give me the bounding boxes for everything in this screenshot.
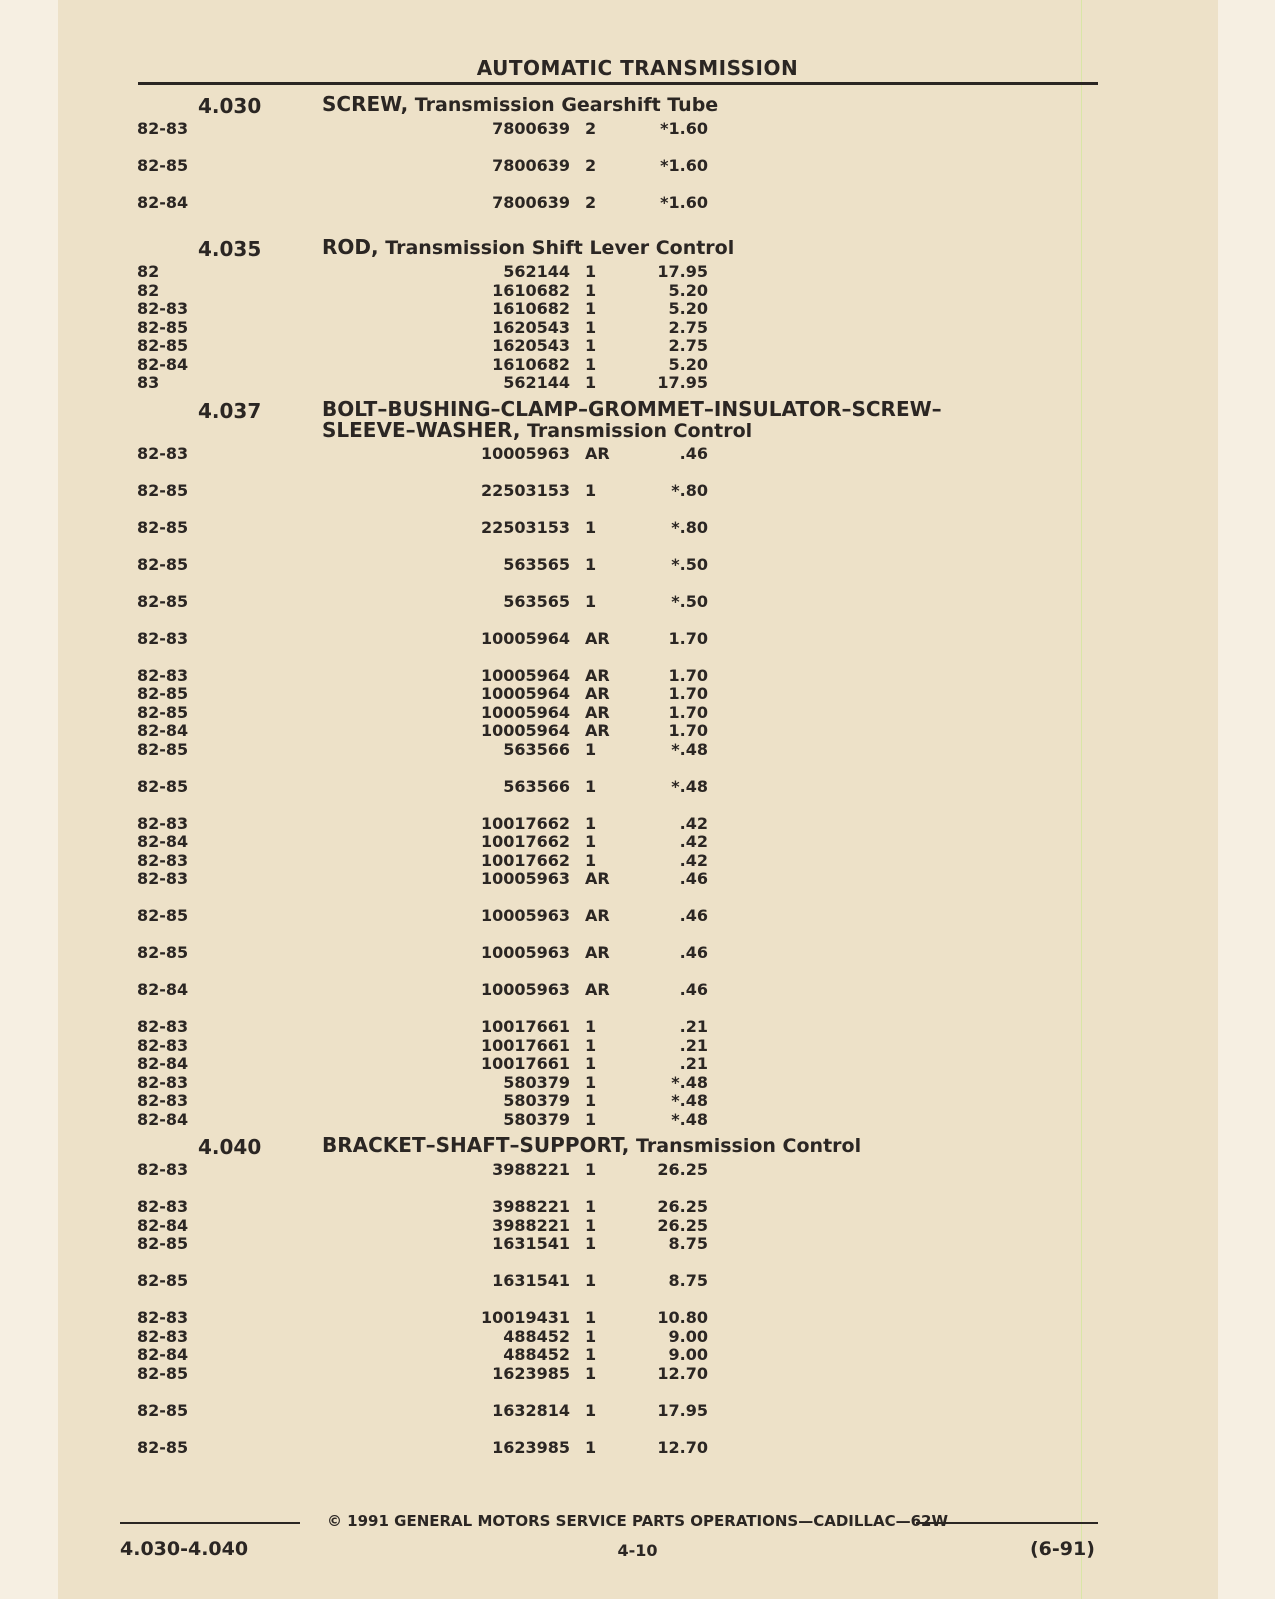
part-number: 3988221 <box>492 1160 570 1179</box>
part-number: 562144 <box>503 373 570 392</box>
table-row <box>0 1037 1275 1056</box>
model-year: 82-85 <box>137 1400 189 1420</box>
price: 12.70 <box>657 1437 708 1457</box>
part-number: 10019431 <box>480 1308 570 1327</box>
part-number: 580379 <box>503 1072 570 1092</box>
model-year: 82-85 <box>137 156 189 175</box>
quantity: 1 <box>585 1091 597 1110</box>
quantity: 1 <box>585 317 597 337</box>
table-row <box>0 778 1275 815</box>
price: .46 <box>679 443 708 463</box>
price: .46 <box>679 980 708 999</box>
part-number: 1623985 <box>492 1437 570 1457</box>
table-row <box>0 1439 1275 1476</box>
price: *1.60 <box>660 156 708 175</box>
catalog-section <box>0 92 1275 231</box>
table-row <box>0 1217 1275 1236</box>
model-year: 82-84 <box>137 354 189 374</box>
quantity: 1 <box>585 1017 597 1036</box>
price: *.48 <box>671 1091 708 1110</box>
price: 26.25 <box>657 1215 708 1235</box>
price: 8.75 <box>668 1271 708 1290</box>
price: 8.75 <box>668 1234 708 1253</box>
part-number: 10005964 <box>480 684 570 703</box>
table-row <box>0 1365 1275 1402</box>
quantity: 1 <box>585 1308 597 1327</box>
footer-date-code: (6-91) <box>1030 1538 1095 1560</box>
price: *.48 <box>671 1109 708 1129</box>
part-number: 3988221 <box>492 1215 570 1235</box>
section-heading <box>0 92 1275 120</box>
price: 1.70 <box>668 702 708 722</box>
section-title <box>322 94 1002 116</box>
model-year: 82 <box>137 262 160 281</box>
model-year: 82-85 <box>137 702 189 722</box>
model-year: 82-83 <box>137 850 189 870</box>
quantity: 1 <box>585 1326 597 1346</box>
table-row <box>0 1198 1275 1217</box>
footer-copyright: © 1991 GENERAL MOTORS SERVICE PARTS OPERATIONS—CADILLAC—62W <box>326 1512 949 1530</box>
part-number: 10017661 <box>480 1054 570 1073</box>
part-number: 3988221 <box>492 1197 570 1216</box>
part-number: 10017661 <box>480 1035 570 1055</box>
catalog-section <box>0 397 1275 1130</box>
quantity: 1 <box>585 373 597 392</box>
table-row <box>0 374 1275 393</box>
model-year: 82-83 <box>137 119 189 138</box>
part-number: 580379 <box>503 1109 570 1129</box>
model-year: 82-84 <box>137 832 189 851</box>
quantity: AR <box>585 906 610 925</box>
quantity: 1 <box>585 517 597 537</box>
model-year: 82-85 <box>137 554 189 574</box>
section-title-rest: Transmission Control <box>629 1135 862 1157</box>
table-row <box>0 685 1275 704</box>
price: *.50 <box>671 591 708 611</box>
price: 12.70 <box>657 1363 708 1383</box>
table-row <box>0 1111 1275 1130</box>
table-row <box>0 907 1275 944</box>
part-number: 10005963 <box>480 869 570 888</box>
model-year: 82-83 <box>137 1035 189 1055</box>
price: *1.60 <box>660 193 708 212</box>
quantity: 1 <box>585 1437 597 1457</box>
catalog-section <box>0 1133 1275 1476</box>
part-number: 1623985 <box>492 1363 570 1383</box>
part-number: 10017662 <box>480 832 570 851</box>
part-number: 1610682 <box>492 280 570 300</box>
part-number: 10005964 <box>480 702 570 722</box>
model-year: 82-85 <box>137 480 189 500</box>
quantity: 1 <box>585 1054 597 1073</box>
quantity: 1 <box>585 480 597 500</box>
model-year: 82-83 <box>137 1017 189 1036</box>
table-row <box>0 870 1275 907</box>
model-year: 82-83 <box>137 869 189 888</box>
table-row <box>0 981 1275 1018</box>
part-number: 10017661 <box>480 1017 570 1036</box>
table-row <box>0 445 1275 482</box>
section-heading <box>0 1133 1275 1161</box>
table-row <box>0 667 1275 686</box>
section-title-rest: Transmission Shift Lever Control <box>378 237 735 259</box>
table-row <box>0 593 1275 630</box>
quantity: AR <box>585 869 610 888</box>
price: *.48 <box>671 776 708 796</box>
section-title-line2-rest: Transmission Control <box>520 419 753 442</box>
price: 9.00 <box>668 1326 708 1346</box>
model-year: 82-83 <box>137 665 189 685</box>
quantity: 1 <box>585 832 597 851</box>
quantity: AR <box>585 665 610 685</box>
table-row <box>0 337 1275 356</box>
price: .21 <box>679 1054 708 1073</box>
part-number: 7800639 <box>492 193 570 212</box>
model-year: 82-84 <box>137 1054 189 1073</box>
price: *1.60 <box>660 119 708 138</box>
table-row <box>0 852 1275 871</box>
model-year: 82-83 <box>137 813 189 833</box>
quantity: 1 <box>585 280 597 300</box>
model-year: 82-85 <box>137 739 189 759</box>
model-year: 82-83 <box>137 443 189 463</box>
footer-section-range: 4.030-4.040 <box>120 1538 249 1560</box>
model-year: 82-85 <box>137 684 189 703</box>
quantity: 1 <box>585 1197 597 1216</box>
model-year: 82-85 <box>137 317 189 337</box>
header-rule <box>138 82 1098 85</box>
section-title-main: ROD, <box>322 235 379 259</box>
section-title <box>322 396 1002 442</box>
part-number: 562144 <box>503 262 570 281</box>
price: .42 <box>679 832 708 851</box>
part-number: 22503153 <box>480 517 570 537</box>
section-number: 4.030 <box>198 94 262 118</box>
price: 17.95 <box>657 262 708 281</box>
model-year: 82 <box>137 280 160 300</box>
part-number: 10005964 <box>480 665 570 685</box>
part-number: 10005963 <box>480 443 570 463</box>
section-number: 4.037 <box>198 398 262 423</box>
model-year: 82-85 <box>137 591 189 611</box>
model-year: 82-84 <box>137 1215 189 1235</box>
quantity: 1 <box>585 813 597 833</box>
quantity: 1 <box>585 354 597 374</box>
table-row <box>0 815 1275 834</box>
part-number: 10017662 <box>480 813 570 833</box>
price: 9.00 <box>668 1345 708 1364</box>
table-row <box>0 704 1275 723</box>
model-year: 82-85 <box>137 517 189 537</box>
quantity: 1 <box>585 1215 597 1235</box>
part-number: 7800639 <box>492 119 570 138</box>
part-number: 563566 <box>503 739 570 759</box>
part-number: 10005963 <box>480 906 570 925</box>
price: .42 <box>679 850 708 870</box>
price: .21 <box>679 1017 708 1036</box>
part-number: 1620543 <box>492 336 570 355</box>
table-row <box>0 630 1275 667</box>
table-row <box>0 556 1275 593</box>
part-number: 22503153 <box>480 480 570 500</box>
part-number: 10017662 <box>480 850 570 870</box>
quantity: AR <box>585 443 610 463</box>
model-year: 82-85 <box>137 906 189 925</box>
model-year: 82-83 <box>137 1091 189 1110</box>
model-year: 82-84 <box>137 1109 189 1129</box>
section-title-line2: SLEEVE–WASHER, <box>322 417 521 442</box>
table-row <box>0 120 1275 157</box>
quantity: 1 <box>585 739 597 759</box>
part-number: 10005964 <box>480 628 570 648</box>
price: .21 <box>679 1035 708 1055</box>
price: 26.25 <box>657 1197 708 1216</box>
catalog-section <box>0 235 1275 393</box>
quantity: 2 <box>585 156 597 175</box>
part-number: 10005963 <box>480 980 570 999</box>
table-row <box>0 482 1275 519</box>
quantity: AR <box>585 628 610 648</box>
table-row <box>0 944 1275 981</box>
part-number: 7800639 <box>492 156 570 175</box>
quantity: AR <box>585 702 610 722</box>
price: 26.25 <box>657 1160 708 1179</box>
part-number: 1610682 <box>492 299 570 318</box>
model-year: 82-84 <box>137 1345 189 1364</box>
table-row <box>0 263 1275 282</box>
quantity: 2 <box>585 119 597 138</box>
section-title <box>322 1135 1002 1157</box>
quantity: AR <box>585 980 610 999</box>
price: *.80 <box>671 480 708 500</box>
model-year: 82-85 <box>137 1437 189 1457</box>
part-number: 10005964 <box>480 721 570 740</box>
table-row <box>0 519 1275 556</box>
table-row <box>0 1018 1275 1037</box>
price: 5.20 <box>668 280 708 300</box>
price: *.48 <box>671 1072 708 1092</box>
table-row <box>0 1402 1275 1439</box>
quantity: 1 <box>585 262 597 281</box>
quantity: AR <box>585 721 610 740</box>
quantity: 1 <box>585 299 597 318</box>
price: 10.80 <box>657 1308 708 1327</box>
quantity: 1 <box>585 1109 597 1129</box>
quantity: 1 <box>585 1234 597 1253</box>
price: 2.75 <box>668 336 708 355</box>
model-year: 82-83 <box>137 1197 189 1216</box>
part-number: 563566 <box>503 776 570 796</box>
table-row <box>0 282 1275 301</box>
price: 5.20 <box>668 299 708 318</box>
quantity: 1 <box>585 850 597 870</box>
table-row <box>0 1272 1275 1309</box>
model-year: 82-83 <box>137 299 189 318</box>
quantity: 1 <box>585 1363 597 1383</box>
quantity: 1 <box>585 591 597 611</box>
part-number: 488452 <box>503 1326 570 1346</box>
price: *.48 <box>671 739 708 759</box>
table-row <box>0 194 1275 231</box>
page-title: AUTOMATIC TRANSMISSION <box>476 56 799 80</box>
section-heading <box>0 397 1275 445</box>
part-number: 10005963 <box>480 943 570 962</box>
quantity: 1 <box>585 776 597 796</box>
price: .46 <box>679 906 708 925</box>
section-title-main: SCREW, <box>322 92 409 116</box>
price: *.50 <box>671 554 708 574</box>
table-row <box>0 356 1275 375</box>
parts-list <box>0 88 1275 1476</box>
table-row <box>0 1346 1275 1365</box>
table-row <box>0 319 1275 338</box>
table-row <box>0 833 1275 852</box>
section-number: 4.040 <box>198 1135 262 1159</box>
model-year: 83 <box>137 373 160 392</box>
table-row <box>0 1074 1275 1093</box>
part-number: 1620543 <box>492 317 570 337</box>
section-heading <box>0 235 1275 263</box>
section-number: 4.035 <box>198 237 262 261</box>
model-year: 82-84 <box>137 980 189 999</box>
part-number: 1631541 <box>492 1271 570 1290</box>
part-number: 563565 <box>503 591 570 611</box>
model-year: 82-85 <box>137 336 189 355</box>
quantity: 2 <box>585 193 597 212</box>
model-year: 82-84 <box>137 721 189 740</box>
price: 17.95 <box>657 373 708 392</box>
price: *.80 <box>671 517 708 537</box>
quantity: 1 <box>585 1400 597 1420</box>
price: 1.70 <box>668 665 708 685</box>
price: 2.75 <box>668 317 708 337</box>
price: .46 <box>679 869 708 888</box>
table-row <box>0 157 1275 194</box>
table-row <box>0 1235 1275 1272</box>
model-year: 82-83 <box>137 1160 189 1179</box>
part-number: 580379 <box>503 1091 570 1110</box>
table-row <box>0 741 1275 778</box>
model-year: 82-85 <box>137 1234 189 1253</box>
price: .42 <box>679 813 708 833</box>
section-title-main: BRACKET–SHAFT–SUPPORT, <box>322 1133 630 1157</box>
model-year: 82-85 <box>137 943 189 962</box>
price: 17.95 <box>657 1400 708 1420</box>
price: 1.70 <box>668 684 708 703</box>
model-year: 82-83 <box>137 628 189 648</box>
model-year: 82-83 <box>137 1308 189 1327</box>
price: 1.70 <box>668 628 708 648</box>
model-year: 82-83 <box>137 1326 189 1346</box>
table-row <box>0 722 1275 741</box>
part-number: 488452 <box>503 1345 570 1364</box>
quantity: AR <box>585 684 610 703</box>
price: 5.20 <box>668 354 708 374</box>
quantity: 1 <box>585 554 597 574</box>
quantity: 1 <box>585 1035 597 1055</box>
table-row <box>0 1092 1275 1111</box>
table-row <box>0 1055 1275 1074</box>
quantity: AR <box>585 943 610 962</box>
quantity: 1 <box>585 1160 597 1179</box>
model-year: 82-84 <box>137 193 189 212</box>
table-row <box>0 1161 1275 1198</box>
table-row <box>0 1328 1275 1347</box>
part-number: 1632814 <box>492 1400 570 1420</box>
quantity: 1 <box>585 336 597 355</box>
quantity: 1 <box>585 1271 597 1290</box>
model-year: 82-85 <box>137 776 189 796</box>
section-title <box>322 237 1002 259</box>
model-year: 82-83 <box>137 1072 189 1092</box>
section-title-main: BOLT–BUSHING–CLAMP–GROMMET–INSULATOR–SCREW– <box>322 396 942 421</box>
quantity: 1 <box>585 1345 597 1364</box>
part-number: 1631541 <box>492 1234 570 1253</box>
model-year: 82-85 <box>137 1363 189 1383</box>
price: 1.70 <box>668 721 708 740</box>
quantity: 1 <box>585 1072 597 1092</box>
table-row <box>0 1309 1275 1328</box>
price: .46 <box>679 943 708 962</box>
footer-page-number: 4-10 <box>617 1541 658 1560</box>
model-year: 82-85 <box>137 1271 189 1290</box>
table-row <box>0 300 1275 319</box>
part-number: 1610682 <box>492 354 570 374</box>
section-title-rest: Transmission Gearshift Tube <box>408 94 719 116</box>
part-number: 563565 <box>503 554 570 574</box>
